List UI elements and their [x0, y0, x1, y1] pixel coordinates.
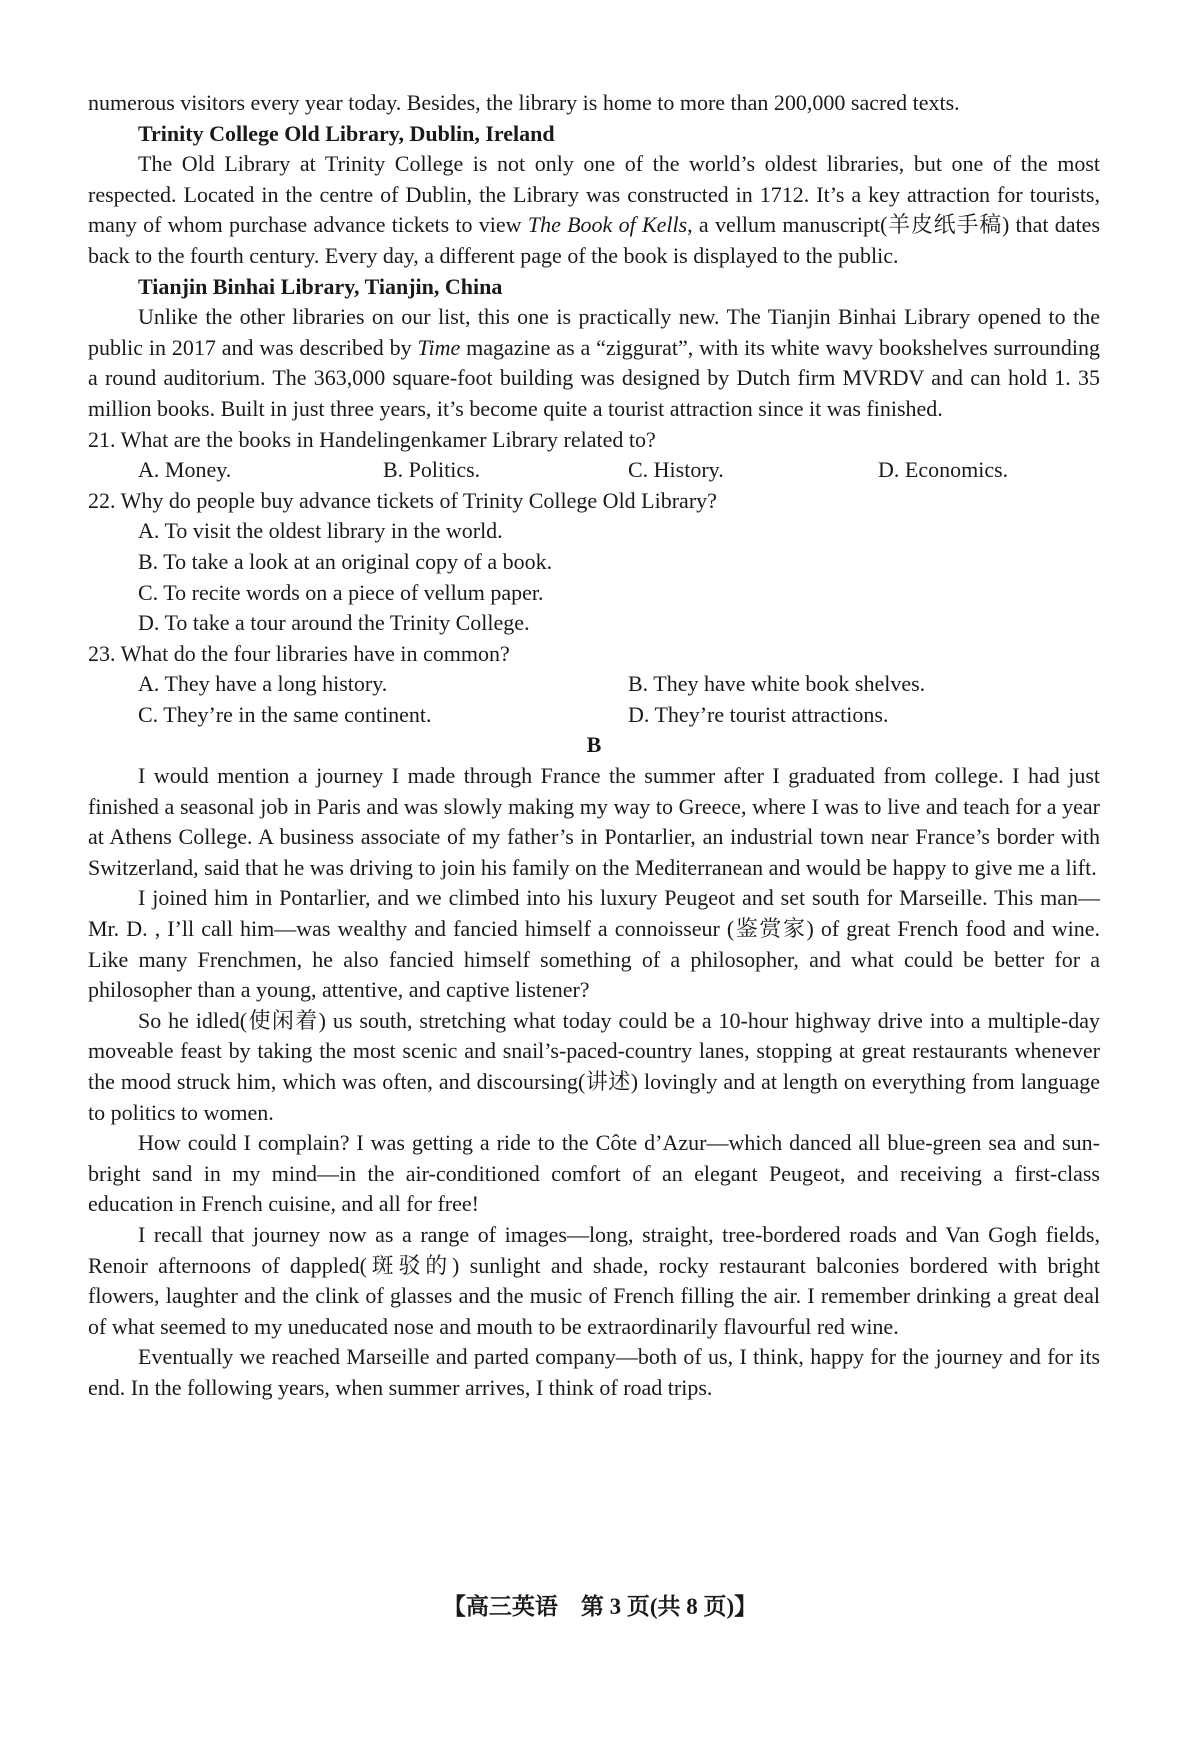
tianjin-paragraph	[88, 302, 1100, 424]
option-c: C. They’re in the same continent.	[138, 701, 432, 727]
passage-a-continuation: numerous visitors every year today. Besides, the library is home to more than 200,000 sacred texts.	[88, 90, 960, 115]
trinity-paragraph	[88, 149, 1100, 271]
trinity-text-1: The Old Library at Trinity College is not only one of the world’s oldest libraries, but one of the most respected. Located in the centre of Dublin, the Library was constructed in 1712. It’s a key attraction for tourists, many of whom purchase advance tickets to view	[88, 151, 1100, 238]
question-21-stem: 21. What are the books in Handelingenkamer Library related to?	[88, 426, 656, 452]
passage-b-paragraph: How could I complain? I was getting a ride to the Côte d’Azur—which danced all blue-green sea and sun-bright sand in my mind—in the air-conditioned comfort of an elegant Peugeot, and receiving a first-class education in French cuisine, and all for free!	[88, 1130, 1100, 1217]
option-a: A. Money.	[138, 457, 232, 483]
option-b: B. Politics.	[383, 457, 481, 483]
book-title: The Book of Kells	[527, 212, 688, 238]
tianjin-heading: Tianjin Binhai Library, Tianjin, China	[138, 273, 503, 299]
option-c: C. History.	[628, 457, 724, 483]
question-23-stem: 23. What do the four libraries have in common?	[88, 640, 510, 666]
option-a: A. To visit the oldest library in the world.	[138, 518, 503, 544]
passage-b-paragraph: I joined him in Pontarlier, and we climbed into his luxury Peugeot and set south for Marseille. This man—Mr. D. , I’ll call him—was wealthy and fancied himself a connoisseur (鉴赏家) of great French food and wine. Like many Frenchmen, he also fancied himself something of a philosopher, and what could be better for a philosopher than a young, attentive, and captive listener?	[88, 885, 1100, 1003]
tianjin-text-2: magazine as a “ziggurat”, with its white wavy bookshelves surrounding a round auditorium. The 363,000 square-foot building was designed by Dutch firm MVRDV and can hold 1. 35 million books. Built in just three years, it’s become quite a tourist attraction since it was finished.	[88, 334, 1100, 421]
passage-b-paragraph: So he idled(使闲着) us south, stretching what today could be a 10-hour highway drive into a multiple-day moveable feast by taking the most scenic and snail’s-paced-country lanes, stopping at great restaurants whenever the mood struck him, which was often, and discoursing(讲述) lovingly and at length on everything from language to politics to women.	[88, 1007, 1100, 1125]
tianjin-text-1: Unlike the other libraries on our list, this one is practically new. The Tianjin Binhai Library opened to the public in 2017 and was described by	[88, 304, 1100, 360]
question-23-options-row-1	[88, 669, 1100, 700]
option-b: B. They have white book shelves.	[628, 671, 926, 697]
question-21-options	[88, 455, 1100, 486]
option-a: A. They have a long history.	[138, 671, 388, 697]
passage-b-paragraph: Eventually we reached Marseille and parted company—both of us, I think, happy for the journey and for its end. In the following years, when summer arrives, I think of road trips.	[88, 1344, 1100, 1400]
option-d: D. To take a tour around the Trinity College.	[138, 610, 530, 636]
section-b-label: B	[586, 732, 602, 758]
option-b: B. To take a look at an original copy of a book.	[138, 548, 553, 574]
magazine-title: Time	[417, 334, 461, 360]
exam-page	[88, 88, 1100, 1404]
option-c: C. To recite words on a piece of vellum paper.	[138, 579, 544, 605]
question-22-options	[88, 516, 1100, 638]
question-23-options-row-2	[88, 700, 1100, 731]
passage-b-paragraph: I would mention a journey I made through France the summer after I graduated from college. I had just finished a seasonal job in Paris and was slowly making my way to Greece, where I was to live and teach for a year at Athens College. A business associate of my father’s in Pontarlier, an industrial town near France’s border with Switzerland, said that he was driving to join his family on the Mediterranean and would be happy to give me a lift.	[88, 763, 1100, 880]
question-22-stem: 22. Why do people buy advance tickets of Trinity College Old Library?	[88, 487, 717, 513]
page-footer: 【高三英语 第 3 页(共 8 页)】	[442, 1594, 758, 1619]
trinity-text-2: , a vellum manuscript(羊皮纸手稿) that dates back to the fourth century. Every day, a different page of the book is displayed to the public.	[88, 212, 1101, 268]
trinity-heading: Trinity College Old Library, Dublin, Ireland	[138, 120, 555, 146]
option-d: D. They’re tourist attractions.	[628, 701, 889, 727]
passage-b-paragraph: I recall that journey now as a range of images—long, straight, tree-bordered roads and Van Gogh fields, Renoir afternoons of dappled(斑驳的) sunlight and shade, rocky restaurant balconies bordered with bright flowers, laughter and the clink of glasses and the music of French filling the air. I remember drinking a great deal of what seemed to my uneducated nose and mouth to be extraordinarily flavourful red wine.	[88, 1221, 1100, 1339]
option-d: D. Economics.	[878, 457, 1009, 483]
